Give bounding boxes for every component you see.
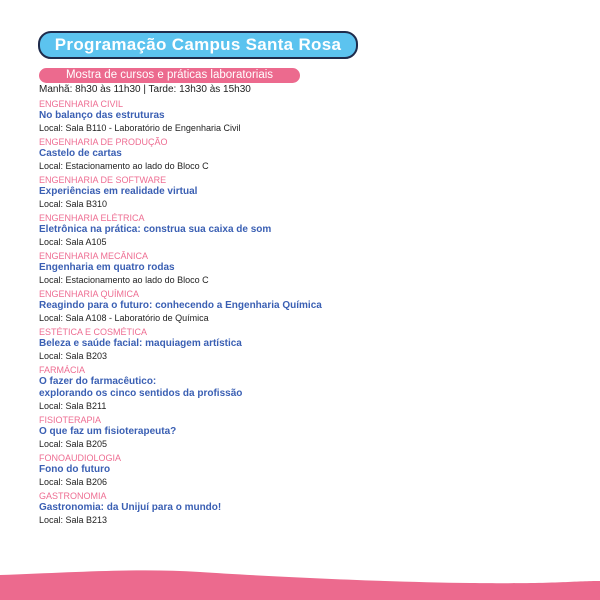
activity-title: No balanço das estruturas	[39, 110, 165, 121]
activity-entry	[39, 288, 579, 324]
activity-entry	[39, 452, 579, 488]
activity-category: ENGENHARIA QUÍMICA	[39, 289, 140, 299]
activity-location: Local: Sala B310	[39, 199, 108, 209]
activity-title: Gastronomia: da Unijuí para o mundo!	[39, 502, 222, 513]
activity-category: FISIOTERAPIA	[39, 415, 102, 425]
activity-entry	[39, 250, 579, 286]
activity-category: GASTRONOMIA	[39, 491, 107, 501]
activity-entry	[39, 326, 579, 362]
activity-title: O fazer do farmacêutico:	[39, 376, 157, 387]
activity-category: FARMÁCIA	[39, 365, 86, 375]
schedule-text: Manhã: 8h30 às 11h30 | Tarde: 13h30 às 15h30	[39, 84, 251, 95]
activity-entry	[39, 490, 579, 526]
activity-entry	[39, 136, 579, 172]
activity-category: ENGENHARIA DE PRODUÇÃO	[39, 137, 168, 147]
activity-title: Beleza e saúde facial: maquiagem artística	[39, 338, 242, 349]
activity-location: Local: Sala B213	[39, 515, 108, 525]
activity-category: ENGENHARIA MECÂNICA	[39, 251, 149, 261]
activity-entry	[39, 98, 579, 134]
section-subtitle: Mostra de cursos e práticas laboratoriais	[39, 68, 300, 83]
activity-location: Local: Sala B203	[39, 351, 108, 361]
activity-title: Castelo de cartas	[39, 148, 122, 159]
activity-category: ENGENHARIA ELÉTRICA	[39, 213, 145, 223]
activity-location: Local: Sala B110 - Laboratório de Engenharia Civil	[39, 123, 241, 133]
activity-category: ENGENHARIA CIVIL	[39, 99, 124, 109]
activity-location: Local: Estacionamento ao lado do Bloco C	[39, 161, 209, 171]
activity-location: Local: Sala B205	[39, 439, 108, 449]
activity-location: Local: Sala A105	[39, 237, 107, 247]
activity-title: Fono do futuro	[39, 464, 111, 475]
activity-title: Engenharia em quatro rodas	[39, 262, 175, 273]
activity-title: Eletrônica na prática: construa sua caixa de som	[39, 224, 272, 235]
activity-entry	[39, 174, 579, 210]
activity-list	[39, 98, 579, 528]
activity-entry	[39, 414, 579, 450]
activity-title: O que faz um fisioterapeuta?	[39, 426, 177, 437]
activity-entry	[39, 364, 579, 412]
activity-category: FONOAUDIOLOGIA	[39, 453, 122, 463]
activity-location: Local: Sala A108 - Laboratório de Química	[39, 313, 209, 323]
activity-entry	[39, 212, 579, 248]
page-title: Programação Campus Santa Rosa	[38, 31, 358, 59]
activity-title-line2: explorando os cinco sentidos da profissão	[39, 388, 243, 399]
activity-title: Experiências em realidade virtual	[39, 186, 198, 197]
activity-location: Local: Sala B206	[39, 477, 108, 487]
decorative-wave	[0, 560, 600, 600]
activity-location: Local: Estacionamento ao lado do Bloco C	[39, 275, 209, 285]
activity-category: ESTÉTICA E COSMÉTICA	[39, 327, 148, 337]
activity-title: Reagindo para o futuro: conhecendo a Engenharia Química	[39, 300, 322, 311]
activity-location: Local: Sala B211	[39, 401, 107, 411]
activity-category: ENGENHARIA DE SOFTWARE	[39, 175, 167, 185]
